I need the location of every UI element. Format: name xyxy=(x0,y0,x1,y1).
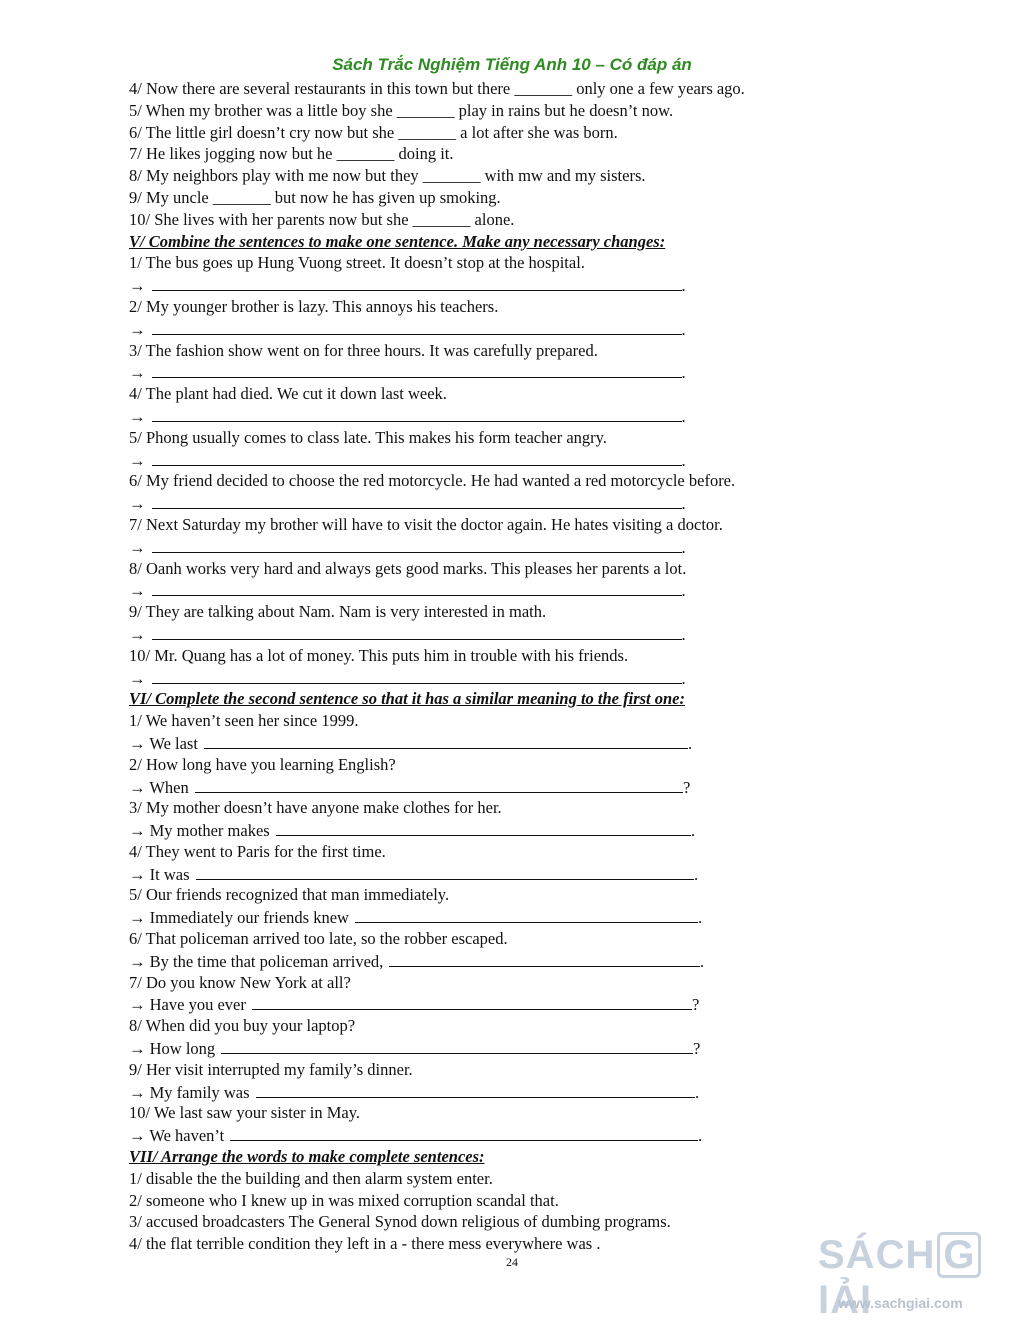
question-line: 5/ Our friends recognized that man immediately. xyxy=(129,885,450,905)
answer-line xyxy=(129,906,889,928)
answer-end-punct: . xyxy=(694,864,699,884)
answer-line xyxy=(129,623,889,645)
page-header-title: Sách Trắc Nghiệm Tiếng Anh 10 – Có đáp án xyxy=(332,55,692,74)
exercise-line: 4/ Now there are several restaurants in this town but there _______ only one a few years ago. xyxy=(129,79,745,98)
exercise-line: 6/ The little girl doesn’t cry now but she _______ a lot after she was born. xyxy=(129,122,618,142)
answer-end-punct: . xyxy=(700,951,705,971)
answer-blank[interactable] xyxy=(152,623,682,640)
answer-end-punct: . xyxy=(691,821,696,841)
answer-lead-text: → By the time that policeman arrived, xyxy=(129,951,384,971)
answer-lead-text: → My mother makes xyxy=(129,821,270,841)
question-line: 3/ The fashion show went on for three hours. It was carefully prepared. xyxy=(129,340,598,360)
answer-end-punct: . xyxy=(688,733,693,753)
answer-lead-text: → Immediately our friends knew xyxy=(129,908,349,928)
arrow-icon: → xyxy=(129,363,146,383)
answer-line xyxy=(129,950,889,972)
question-line: 8/ When did you buy your laptop? xyxy=(129,1016,356,1036)
answer-lead-text: → Have you ever xyxy=(129,995,246,1015)
answer-line xyxy=(129,1081,889,1103)
question-line: 9/ Her visit interrupted my family’s dinner. xyxy=(129,1059,413,1079)
answer-blank[interactable] xyxy=(230,1124,698,1141)
answer-line xyxy=(129,1124,889,1146)
answer-line xyxy=(129,863,889,885)
question-line: 6/ My friend decided to choose the red motorcycle. He had wanted a red motorcycle before. xyxy=(129,471,736,491)
arrow-icon: → xyxy=(129,624,146,644)
answer-blank[interactable] xyxy=(355,906,698,923)
exercise-line: 2/ someone who I knew up in was mixed corruption scandal that. xyxy=(129,1190,559,1210)
answer-blank[interactable] xyxy=(152,536,682,553)
question-line: 5/ Phong usually comes to class late. This makes his form teacher angry. xyxy=(129,427,607,447)
answer-end-punct: . xyxy=(695,1082,700,1102)
answer-end-punct: . xyxy=(698,908,703,928)
arrow-icon: → xyxy=(129,450,146,470)
question-line: 4/ They went to Paris for the first time. xyxy=(129,841,386,861)
answer-end-punct: . xyxy=(681,494,686,514)
answer-blank[interactable] xyxy=(256,1081,695,1098)
answer-blank[interactable] xyxy=(389,950,700,967)
question-line: 2/ How long have you learning English? xyxy=(129,754,396,774)
answer-blank[interactable] xyxy=(152,274,682,291)
answer-line xyxy=(129,667,889,689)
answer-blank[interactable] xyxy=(152,361,682,378)
answer-line xyxy=(129,819,889,841)
answer-blank[interactable] xyxy=(152,492,682,509)
answer-end-punct: ? xyxy=(683,777,691,797)
arrow-icon: → xyxy=(129,668,146,688)
answer-blank[interactable] xyxy=(204,732,688,749)
answer-line xyxy=(129,776,889,798)
answer-lead-text: → We haven’t xyxy=(129,1126,225,1146)
answer-end-punct: . xyxy=(681,624,686,644)
answer-end-punct: . xyxy=(681,406,686,426)
answer-lead-text: → My family was xyxy=(129,1082,250,1102)
answer-line xyxy=(129,732,889,754)
answer-lead-text: → How long xyxy=(129,1039,216,1059)
question-line: 2/ My younger brother is lazy. This annoys his teachers. xyxy=(129,296,499,316)
question-line: 8/ Oanh works very hard and always gets good marks. This pleases her parents a lot. xyxy=(129,558,687,578)
exercise-line: 1/ disable the the building and then alarm system enter. xyxy=(129,1168,493,1188)
answer-line xyxy=(129,1037,889,1059)
exercise-line: 5/ When my brother was a little boy she _______ play in rains but he doesn’t now. xyxy=(129,100,674,120)
answer-blank[interactable] xyxy=(152,667,682,684)
logo-text-left: SÁCH xyxy=(818,1233,936,1277)
question-line: 1/ We haven’t seen her since 1999. xyxy=(129,711,359,731)
answer-line xyxy=(129,579,889,601)
answer-end-punct: . xyxy=(681,537,686,557)
answer-blank[interactable] xyxy=(152,405,682,422)
section-v-items xyxy=(129,252,889,688)
answer-end-punct: . xyxy=(681,668,686,688)
answer-blank[interactable] xyxy=(196,863,695,880)
question-line: 1/ The bus goes up Hung Vuong street. It doesn’t stop at the hospital. xyxy=(129,253,585,273)
worksheet-content xyxy=(129,78,889,1255)
arrow-icon: → xyxy=(129,276,146,296)
answer-end-punct: . xyxy=(681,319,686,339)
question-line: 6/ That policeman arrived too late, so the robber escaped. xyxy=(129,929,508,949)
section-heading-v: V/ Combine the sentences to make one sentence. Make any necessary changes: xyxy=(129,231,666,251)
answer-line xyxy=(129,274,889,296)
answer-line xyxy=(129,361,889,383)
answer-blank[interactable] xyxy=(152,318,682,335)
answer-blank[interactable] xyxy=(195,776,683,793)
answer-end-punct: . xyxy=(681,581,686,601)
question-line: 10/ We last saw your sister in May. xyxy=(129,1103,361,1123)
answer-line xyxy=(129,449,889,471)
exercise-line: 7/ He likes jogging now but he _______ doing it. xyxy=(129,144,454,164)
exercise-line: 10/ She lives with her parents now but she _______ alone. xyxy=(129,209,515,229)
answer-end-punct: ? xyxy=(692,995,700,1015)
answer-end-punct: ? xyxy=(693,1039,701,1059)
question-line: 7/ Next Saturday my brother will have to visit the doctor again. He hates visiting a doctor. xyxy=(129,514,723,534)
arrow-icon: → xyxy=(129,581,146,601)
section-heading-vii: VII/ Arrange the words to make complete sentences: xyxy=(129,1147,485,1167)
answer-line xyxy=(129,318,889,340)
logo-g-box: G xyxy=(937,1232,981,1278)
exercise-line: 4/ the flat terrible condition they left in a - there mess everywhere was . xyxy=(129,1234,601,1254)
answer-blank[interactable] xyxy=(252,993,692,1010)
question-line: 9/ They are talking about Nam. Nam is very interested in math. xyxy=(129,602,547,622)
answer-line xyxy=(129,993,889,1015)
exercise-line: 9/ My uncle _______ but now he has given up smoking. xyxy=(129,187,501,207)
answer-blank[interactable] xyxy=(152,579,682,596)
exercise-line: 8/ My neighbors play with me now but they _______ with mw and my sisters. xyxy=(129,166,646,186)
question-line: 3/ My mother doesn’t have anyone make clothes for her. xyxy=(129,798,502,818)
answer-line xyxy=(129,405,889,427)
answer-blank[interactable] xyxy=(152,449,682,466)
page-number: 24 xyxy=(506,1255,518,1269)
question-line: 10/ Mr. Quang has a lot of money. This puts him in trouble with his friends. xyxy=(129,645,629,665)
question-line: 4/ The plant had died. We cut it down last week. xyxy=(129,384,447,404)
arrow-icon: → xyxy=(129,494,146,514)
answer-end-punct: . xyxy=(681,450,686,470)
exercise-line: 3/ accused broadcasters The General Synod down religious of dumbing programs. xyxy=(129,1212,671,1232)
watermark-site: www.sachgiai.com xyxy=(838,1295,963,1311)
section-heading-vi: VI/ Complete the second sentence so that it has a similar meaning to the first one: xyxy=(129,689,685,709)
arrow-icon: → xyxy=(129,406,146,426)
answer-blank[interactable] xyxy=(221,1037,693,1054)
answer-lead-text: → It was xyxy=(129,864,190,884)
arrow-icon: → xyxy=(129,537,146,557)
answer-end-punct: . xyxy=(681,276,686,296)
answer-line xyxy=(129,492,889,514)
question-line: 7/ Do you know New York at all? xyxy=(129,972,351,992)
answer-lead-text: → We last xyxy=(129,733,198,753)
answer-line xyxy=(129,536,889,558)
answer-end-punct: . xyxy=(681,363,686,383)
answer-blank[interactable] xyxy=(276,819,691,836)
logo-text-right: IẢI xyxy=(818,1278,873,1322)
section-vi-items xyxy=(129,710,889,1146)
answer-end-punct: . xyxy=(698,1126,703,1146)
arrow-icon: → xyxy=(129,319,146,339)
answer-lead-text: → When xyxy=(129,777,189,797)
